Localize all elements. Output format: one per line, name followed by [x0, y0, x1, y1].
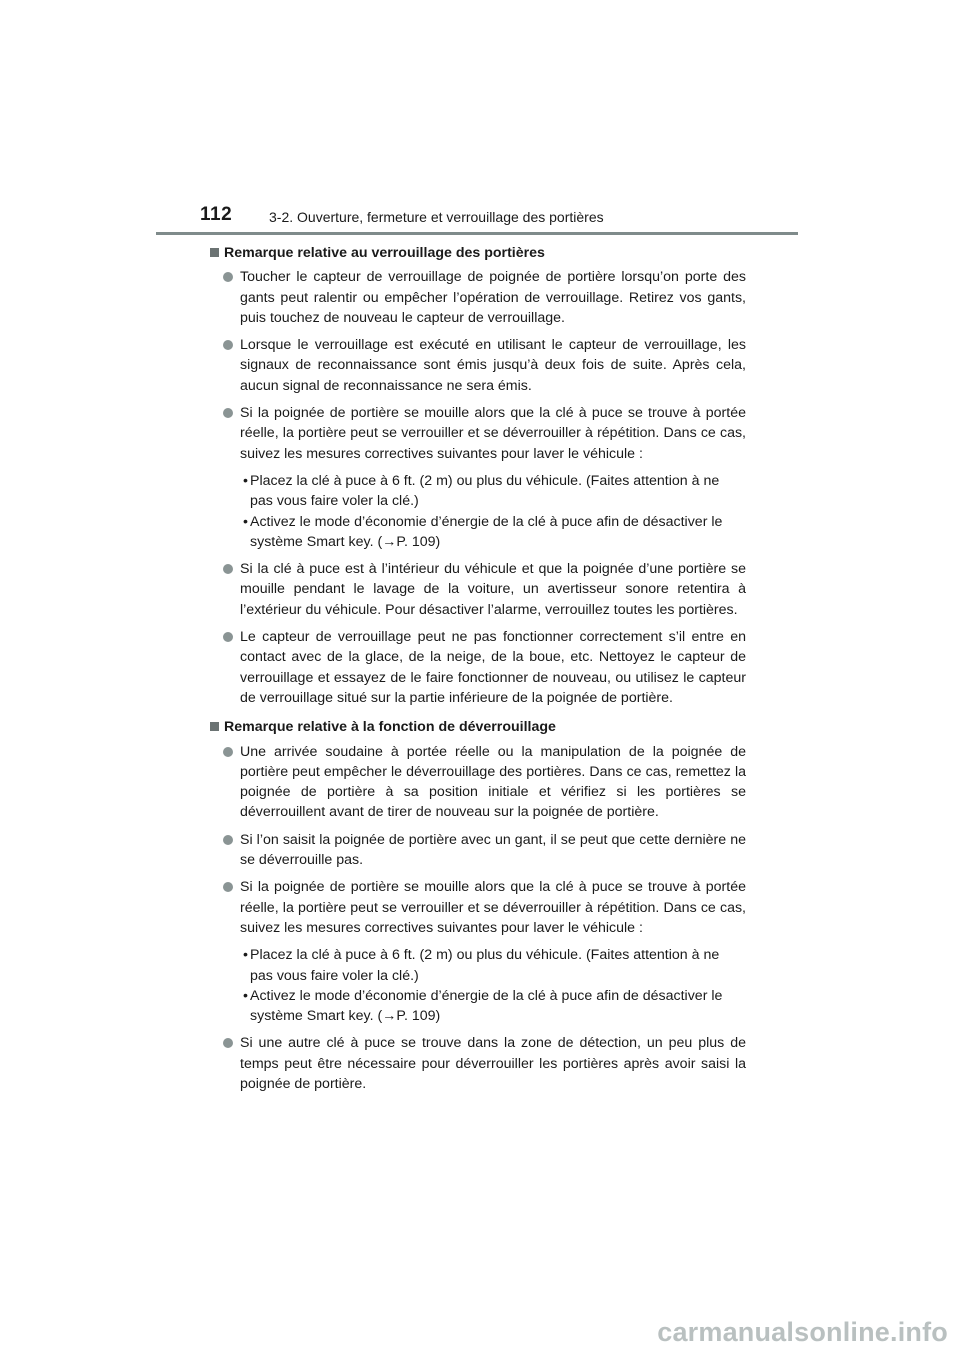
bullet-circle-icon	[223, 272, 233, 282]
section-square-icon	[210, 722, 219, 731]
sub-item-text: Activez le mode d’économie d’énergie de la clé à puce afin de désactiver le système Smart key. (→P. 109)	[250, 987, 723, 1025]
sub-item-text: Activez le mode d’économie d’énergie de la clé à puce afin de désactiver le système Smart key. (→P. 109)	[250, 513, 723, 550]
bullet-item	[210, 742, 746, 823]
bullet-circle-icon	[223, 747, 233, 757]
section-heading-unlocking	[224, 717, 746, 737]
chapter-title: 3-2. Ouverture, fermeture et verrouillage des portières	[269, 209, 604, 225]
bullet-text: Le capteur de verrouillage peut ne pas fonctionner correctement s’il entre en contact avec de la glace, de la neige, de la boue, etc. Nettoyez le capteur de verrouillage et essayez de le faire fonctionner de nouveau, ou utilisez le capteur de verrouillage situé sur la partie inférieure de la poignée de portière.	[240, 629, 746, 706]
section-heading-text: Remarque relative au verrouillage des portières	[224, 245, 545, 261]
sub-list	[210, 471, 746, 552]
page-header	[0, 198, 960, 238]
bullet-item	[210, 627, 746, 708]
sub-bullet-mark: •	[243, 947, 248, 964]
bullet-item	[210, 1033, 746, 1094]
bullet-text: Toucher le capteur de verrouillage de poignée de portière lorsqu’on porte des gants peut ralentir ou empêcher l’opération de verrouillage. Retirez vos gants, puis touchez de nouveau le capteur de verrouillage.	[240, 269, 746, 326]
bullet-circle-icon	[223, 408, 233, 418]
sub-item-text: Placez la clé à puce à 6 ft. (2 m) ou plus du véhicule. (Faites attention à ne pas vous faire voler la clé.)	[250, 472, 720, 510]
section-square-icon	[210, 248, 219, 257]
sub-list-item	[210, 945, 746, 986]
sub-item-text: Placez la clé à puce à 6 ft. (2 m) ou plus du véhicule. (Faites attention à ne pas vous faire voler la clé.)	[250, 947, 720, 984]
header-divider	[156, 232, 798, 235]
bullet-item	[210, 877, 746, 938]
sub-list-item	[210, 512, 746, 553]
watermark-logo: carmanualsonline.info	[657, 1317, 948, 1347]
bullet-circle-icon	[223, 835, 233, 845]
bullet-item	[210, 403, 746, 464]
sub-list-item	[210, 471, 746, 512]
section-heading-text: Remarque relative à la fonction de déverrouillage	[224, 719, 556, 736]
bullet-circle-icon	[223, 882, 233, 892]
page-content	[210, 243, 746, 1101]
bullet-text: Si l’on saisit la poignée de portière avec un gant, il se peut que cette dernière ne se déverrouille pas.	[240, 831, 746, 869]
bullet-item	[210, 830, 746, 871]
bullet-item	[210, 335, 746, 396]
bullet-text: Si une autre clé à puce se trouve dans la zone de détection, un peu plus de temps peut être nécessaire pour déverrouiller les portières après avoir saisi la poignée de portière.	[240, 1035, 746, 1092]
sub-bullet-mark: •	[243, 472, 248, 489]
sub-bullet-mark: •	[243, 987, 248, 1004]
bullet-item	[210, 267, 746, 328]
section-heading-locking	[224, 243, 746, 263]
page-number: 112	[200, 204, 233, 225]
bullet-circle-icon	[223, 1038, 233, 1048]
bullet-circle-icon	[223, 632, 233, 642]
bullet-text: Si la poignée de portière se mouille alors que la clé à puce se trouve à portée réelle, la portière peut se verrouiller et se déverrouiller à répétition. Dans ce cas, suivez les mesures correctives suivantes pour laver le véhicule :	[240, 405, 746, 462]
bullet-text: Lorsque le verrouillage est exécuté en utilisant le capteur de verrouillage, les signaux de reconnaissance sont émis jusqu’à deux fois de suite. Après cela, aucun signal de reconnaissance ne sera émis.	[240, 337, 746, 394]
bullet-text: Si la poignée de portière se mouille alors que la clé à puce se trouve à portée réelle, la portière peut se verrouiller et se déverrouiller à répétition. Dans ce cas, suivez les mesures correctives suivantes pour laver le véhicule :	[240, 879, 746, 936]
sub-bullet-mark: •	[243, 513, 248, 530]
sub-list-item	[210, 986, 746, 1027]
sub-list	[210, 945, 746, 1026]
bullet-text: Une arrivée soudaine à portée réelle ou la manipulation de la poignée de portière peut empêcher le déverrouillage des portières. Dans ce cas, remettez la poignée de portière à sa position initiale et vérifiez si les portières se déverrouillent avant de tirer de nouveau sur la poignée de portière.	[240, 743, 746, 821]
bullet-text: Si la clé à puce est à l’intérieur du véhicule et que la poignée d’une portière se mouille pendant le lavage de la voiture, un avertisseur sonore retentira à l’extérieur du véhicule. Pour désactiver l’alarme, verrouillez toutes les portières.	[240, 561, 746, 618]
bullet-circle-icon	[223, 340, 233, 350]
bullet-item	[210, 559, 746, 620]
bullet-circle-icon	[223, 564, 233, 574]
